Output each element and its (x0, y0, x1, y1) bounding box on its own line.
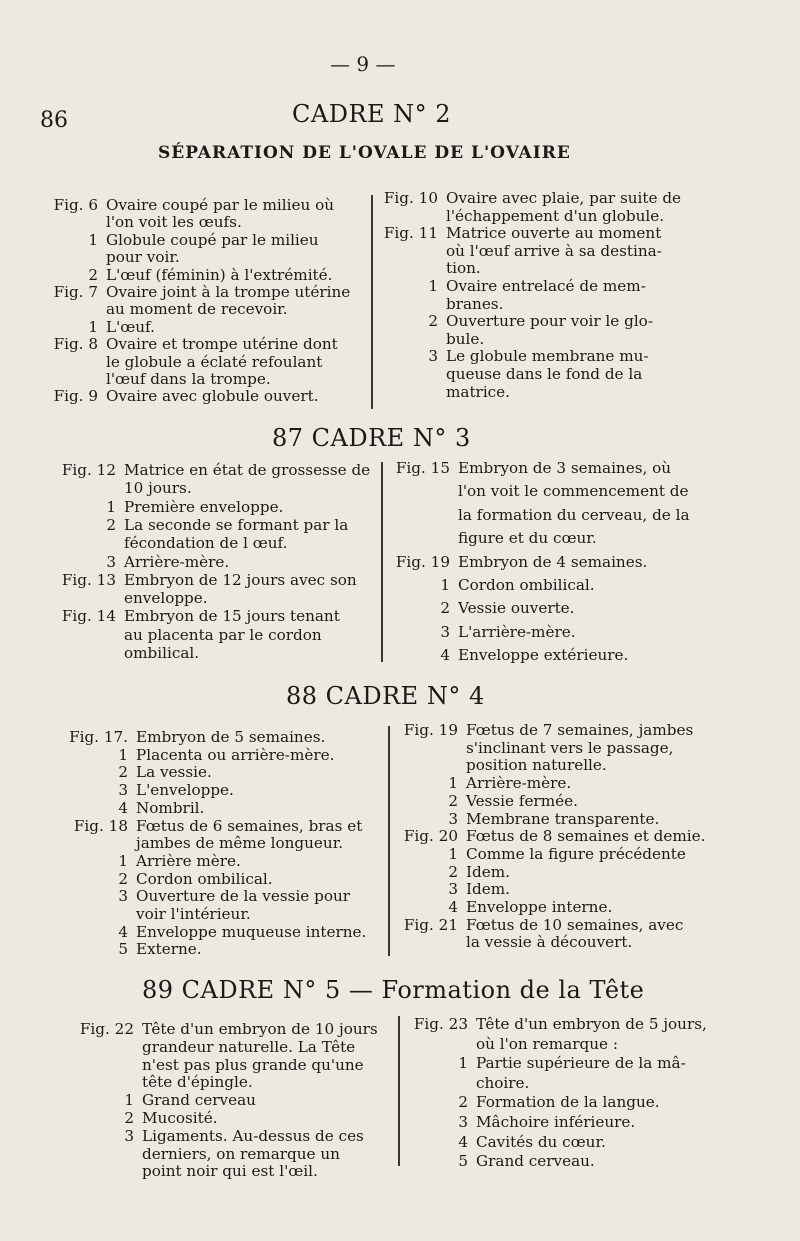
entry-text: Ovaire entrelacé de mem- (446, 277, 646, 295)
entry-label: 2 (106, 515, 116, 534)
entry-line (46, 336, 338, 352)
entry-text: point noir qui est l'œil. (142, 1162, 318, 1181)
entry-label: Fig. 15 (395, 459, 450, 477)
entry-label: 2 (118, 763, 128, 782)
entry-text: jambes de même longueur. (136, 834, 344, 853)
entry-text: Embryon de 5 semaines. (136, 728, 326, 746)
entry-line (70, 1110, 218, 1126)
entry-line (60, 782, 234, 798)
section-subtitle-cadre-2: SÉPARATION DE L'OVALE DE L'OVAIRE (158, 143, 571, 163)
entry-line (56, 590, 208, 606)
entry-text: n'est pas plus grande qu'une (142, 1055, 364, 1074)
entry-label: Fig. 19 (395, 552, 450, 571)
entry-text: l'on voit les œufs. (106, 213, 242, 232)
entry-label: Fig. 12 (61, 461, 116, 479)
entry-line (406, 1114, 635, 1130)
entry-label: Fig. 10 (383, 189, 438, 207)
entry-line (378, 296, 503, 312)
entry-text: La vessie. (136, 763, 212, 782)
entry-text: L'œuf. (106, 317, 155, 336)
entry-text: pour voir. (106, 248, 180, 267)
entry-line (388, 647, 628, 663)
section-title-cadre-2: CADRE N° 2 (292, 100, 452, 128)
entry-line (60, 906, 251, 922)
entry-text: Embryon de 3 semaines, où (458, 459, 672, 477)
entry-text: Arrière mère. (136, 851, 241, 870)
entry-text: Vessie fermée. (466, 791, 578, 810)
entry-line (378, 190, 681, 206)
column-separator (388, 726, 390, 956)
entry-text: L'enveloppe. (136, 781, 234, 800)
entry-line (46, 354, 322, 370)
entry-line (56, 645, 199, 661)
entry-line (396, 811, 659, 827)
entry-line (378, 260, 481, 276)
entry-label: 4 (448, 898, 458, 916)
entry-text: Fœtus de 8 semaines et demie. (466, 827, 706, 846)
entry-line (46, 232, 319, 248)
entry-line (378, 243, 662, 259)
entry-label: Fig. 8 (53, 335, 98, 354)
entry-line (396, 793, 578, 809)
entry-line (396, 846, 686, 862)
entry-line (70, 1021, 378, 1037)
entry-line (396, 775, 571, 791)
entry-text: tion. (446, 259, 481, 278)
entry-text: Ovaire avec globule ouvert. (106, 387, 319, 406)
entry-line (406, 1016, 707, 1032)
entry-text: l'œuf dans la trompe. (106, 370, 271, 388)
entry-text: L'œuf (féminin) à l'extrémité. (106, 265, 333, 284)
entry-line (396, 828, 705, 844)
entry-label: 3 (124, 1126, 134, 1145)
entry-label: 5 (118, 940, 128, 959)
entry-label: 4 (118, 798, 128, 817)
entry-line (406, 1153, 595, 1169)
entry-label: 4 (118, 922, 128, 941)
entry-line (60, 888, 350, 904)
entry-line (406, 1134, 606, 1150)
entry-label: Fig. 18 (73, 816, 128, 835)
entry-label: Fig. 7 (53, 283, 98, 301)
entry-line (378, 384, 510, 400)
entry-line (378, 348, 649, 364)
entry-line (56, 462, 370, 478)
entry-line (60, 924, 366, 940)
entry-text: fécondation de l œuf. (124, 534, 288, 553)
entry-text: Formation de la langue. (476, 1093, 660, 1112)
entry-line (388, 577, 595, 593)
entry-label: 1 (124, 1091, 134, 1110)
entry-line (56, 535, 287, 551)
entry-label: 1 (88, 317, 98, 336)
entry-label: 1 (428, 277, 438, 295)
entry-text: branes. (446, 294, 504, 313)
entry-line (388, 554, 647, 570)
entry-text: Comme la figure précédente (466, 844, 686, 863)
entry-text: le globule a éclaté refoulant (106, 352, 323, 371)
section-title-cadre-5: 89 CADRE N° 5 — Formation de la Tête (142, 976, 645, 1004)
entry-label: 2 (458, 1093, 468, 1112)
entry-label: 1 (118, 851, 128, 870)
entry-label: 1 (448, 774, 458, 793)
entry-text: Enveloppe extérieure. (458, 646, 629, 665)
entry-line (388, 624, 576, 640)
entry-label: Fig. 11 (383, 224, 438, 243)
entry-label: 2 (88, 265, 98, 284)
entry-label: 3 (448, 809, 458, 828)
entry-text: position naturelle. (466, 756, 607, 775)
entry-line (60, 871, 273, 887)
entry-text: Ovaire joint à la trompe utérine (106, 283, 351, 301)
entry-label: 1 (448, 844, 458, 863)
entry-label: 2 (428, 312, 438, 331)
entry-text: queuse dans le fond de la (446, 365, 643, 383)
entry-label: Fig. 20 (403, 827, 458, 846)
entry-line (406, 1055, 686, 1071)
entry-line (378, 313, 653, 329)
entry-line (56, 627, 322, 643)
entry-text: Ouverture pour voir le glo- (446, 312, 653, 331)
entry-line (396, 757, 607, 773)
entry-text: Grand cerveau. (476, 1152, 595, 1171)
entry-text: choire. (476, 1073, 530, 1092)
entry-line (56, 554, 229, 570)
entry-line (70, 1039, 355, 1055)
entry-line (60, 853, 241, 869)
entry-label: 3 (428, 347, 438, 366)
entry-label: 1 (106, 497, 116, 516)
entry-text: Ouverture de la vessie pour (136, 887, 351, 906)
entry-text: Enveloppe interne. (466, 898, 613, 916)
column-separator (381, 462, 383, 662)
entry-line (378, 331, 484, 347)
entry-text: l'on voit le commencement de (458, 482, 689, 501)
entry-text: Fœtus de 10 semaines, avec (466, 915, 684, 934)
entry-label: 3 (448, 880, 458, 899)
column-separator (371, 195, 373, 409)
entry-label: 2 (448, 791, 458, 810)
entry-text: Mâchoire inférieure. (476, 1113, 636, 1131)
entry-text: Placenta ou arrière-mère. (136, 745, 335, 764)
entry-text: Idem. (466, 862, 510, 881)
entry-text: Idem. (466, 880, 510, 899)
entry-label: 2 (118, 869, 128, 888)
entry-text: bule. (446, 329, 485, 348)
entry-text: au placenta par le cordon (124, 625, 322, 644)
entry-label: 1 (440, 576, 450, 594)
entry-line (46, 267, 332, 283)
entry-line (396, 722, 693, 738)
entry-line (46, 301, 288, 317)
entry-line (378, 278, 646, 294)
entry-label: 3 (440, 622, 450, 641)
entry-label: Fig. 9 (53, 387, 98, 406)
entry-line (406, 1036, 618, 1052)
entry-text: Cordon ombilical. (458, 576, 595, 594)
entry-text: voir l'intérieur. (136, 905, 251, 923)
entry-line (60, 800, 204, 816)
entry-text: Grand cerveau (142, 1091, 256, 1110)
entry-text: où l'on remarque : (476, 1034, 618, 1053)
entry-line (60, 729, 325, 745)
entry-text: derniers, on remarque un (142, 1144, 340, 1163)
entry-text: matrice. (446, 382, 510, 401)
entry-line (388, 460, 671, 476)
entry-line (70, 1074, 253, 1090)
entry-text: Première enveloppe. (124, 497, 284, 516)
entry-line (60, 764, 212, 780)
entry-text: la vessie à découvert. (466, 933, 633, 952)
entry-text: Partie supérieure de la mâ- (476, 1054, 686, 1073)
entry-line (56, 480, 192, 496)
entry-text: s'inclinant vers le passage, (466, 738, 674, 757)
entry-line (396, 899, 612, 915)
entry-line (46, 371, 271, 387)
entry-text: Ligaments. Au-dessus de ces (142, 1126, 364, 1145)
entry-line (46, 284, 350, 300)
entry-text: grandeur naturelle. La Tête (142, 1037, 356, 1056)
entry-line (56, 608, 340, 624)
entry-text: L'arrière-mère. (458, 622, 576, 641)
entry-text: au moment de recevoir. (106, 300, 288, 319)
entry-label: 2 (440, 599, 450, 618)
entry-label: Fig. 21 (403, 915, 458, 934)
entry-line (70, 1057, 364, 1073)
entry-text: Embryon de 12 jours avec son (124, 570, 357, 589)
entry-label: 3 (118, 887, 128, 906)
entry-line (396, 881, 510, 897)
entry-text: Membrane transparente. (466, 809, 660, 828)
entry-line (60, 747, 334, 763)
entry-label: 4 (440, 646, 450, 665)
entry-label: 3 (118, 781, 128, 800)
entry-text: Fœtus de 6 semaines, bras et (136, 816, 363, 835)
entry-line (396, 934, 632, 950)
entry-line (70, 1146, 340, 1162)
entry-text: Cordon ombilical. (136, 869, 273, 888)
entry-label: 3 (458, 1113, 468, 1131)
entry-text: Le globule membrane mu- (446, 347, 649, 366)
entry-text: Matrice ouverte au moment (446, 224, 662, 243)
entry-label: 5 (458, 1152, 468, 1171)
entry-line (60, 835, 343, 851)
entry-text: Cavités du cœur. (476, 1132, 606, 1151)
entry-line (46, 249, 180, 265)
entry-line (388, 507, 690, 523)
entry-line (60, 818, 362, 834)
entry-line (70, 1128, 364, 1144)
entry-line (56, 499, 283, 515)
entry-text: Arrière-mère. (124, 552, 230, 571)
entry-text: l'échappement d'un globule. (446, 206, 665, 225)
entry-text: enveloppe. (124, 589, 208, 608)
entry-label: 2 (448, 862, 458, 881)
entry-line (406, 1094, 660, 1110)
entry-line (56, 572, 357, 588)
entry-line (46, 388, 319, 404)
entry-text: Ovaire coupé par le milieu où (106, 196, 335, 214)
entry-text: Externe. (136, 940, 202, 959)
section-title-cadre-4: 88 CADRE N° 4 (286, 682, 485, 710)
entry-text: Enveloppe muqueuse interne. (136, 922, 367, 941)
entry-line (46, 214, 242, 230)
entry-text: Tête d'un embryon de 10 jours (142, 1020, 378, 1038)
entry-text: tête d'épingle. (142, 1073, 253, 1092)
entry-label: Fig. 14 (61, 607, 116, 626)
entry-line (388, 483, 689, 499)
entry-line (406, 1075, 529, 1091)
entry-label: Fig. 13 (61, 570, 116, 589)
entry-label: Fig. 6 (53, 196, 98, 214)
entry-text: La seconde se formant par la (124, 515, 349, 534)
entry-text: ombilical. (124, 644, 200, 662)
entry-line (378, 208, 664, 224)
entry-line (60, 941, 202, 957)
entry-label: Fig. 17. (69, 728, 128, 746)
entry-line (378, 366, 642, 382)
entry-text: Mucosité. (142, 1109, 218, 1127)
entry-text: Tête d'un embryon de 5 jours, (476, 1015, 707, 1033)
entry-line (70, 1092, 256, 1108)
entry-text: Globule coupé par le milieu (106, 230, 319, 249)
entry-text: Embryon de 4 semaines. (458, 552, 648, 571)
entry-text: Vessie ouverte. (458, 599, 575, 618)
entry-label: Fig. 23 (413, 1015, 468, 1033)
entry-line (56, 517, 348, 533)
entry-line (396, 864, 510, 880)
entry-text: Nombril. (136, 798, 205, 817)
entry-text: la formation du cerveau, de la (458, 505, 690, 524)
entry-label: 3 (106, 552, 116, 571)
entry-label: 2 (124, 1109, 134, 1127)
entry-label: 1 (458, 1054, 468, 1073)
entry-text: Fœtus de 7 semaines, jambes (466, 721, 694, 739)
entry-line (396, 917, 683, 933)
entry-label: 1 (118, 745, 128, 764)
entry-text: Arrière-mère. (466, 774, 572, 793)
entry-label: 1 (88, 230, 98, 249)
entry-text: figure et du cœur. (458, 529, 597, 548)
section-title-cadre-3: 87 CADRE N° 3 (272, 424, 471, 452)
entry-line (396, 740, 673, 756)
corner-number: 86 (40, 108, 68, 133)
entry-text: Matrice en état de grossesse de (124, 461, 371, 479)
entry-label: Fig. 22 (79, 1020, 134, 1038)
entry-label: 4 (458, 1132, 468, 1151)
entry-line (388, 600, 575, 616)
entry-text: 10 jours. (124, 479, 192, 498)
entry-text: où l'œuf arrive à sa destina- (446, 241, 662, 260)
entry-line (388, 530, 597, 546)
column-separator (398, 1016, 400, 1166)
entry-label: Fig. 19 (403, 721, 458, 739)
entry-text: Ovaire et trompe utérine dont (106, 335, 338, 354)
page-number: — 9 — (330, 52, 396, 76)
entry-text: Embryon de 15 jours tenant (124, 607, 340, 626)
entry-text: Ovaire avec plaie, par suite de (446, 189, 682, 207)
entry-line (70, 1163, 318, 1179)
entry-line (378, 225, 661, 241)
entry-line (46, 319, 155, 335)
entry-line (46, 197, 334, 213)
